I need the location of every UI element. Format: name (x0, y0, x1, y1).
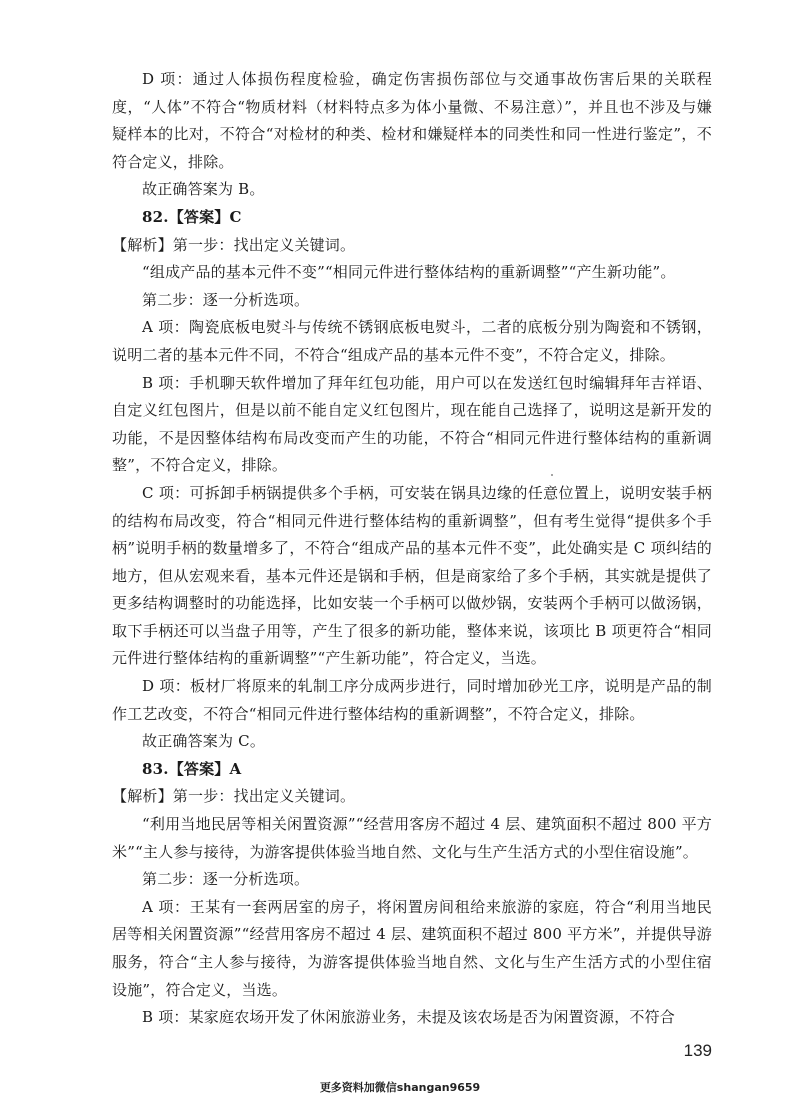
footer-note: 更多资料加微信shangan9659 (319, 1081, 481, 1094)
page-number: 139 (683, 1041, 712, 1060)
question-83-keywords: “利用当地民居等相关闲置资源”“经营用客房不超过 4 层、建筑面积不超过 800 平方米”“主人参与接待，为游客提供体验当地自然、文化与生产生活方式的小型住宿设施”。 (112, 815, 712, 861)
question-83-option-b: B 项：某家庭农场开发了休闲旅游业务，未提及该农场是否为闲置资源，不符合 (142, 1008, 675, 1027)
question-82-analysis-step1: 【解析】第一步：找出定义关键词。 (112, 235, 356, 254)
paragraph-d-option-81: D 项：通过人体损伤程度检验，确定伤害损伤部位与交通事故伤害后果的关联程度，“人体”不符合“物质材料（材料特点多为体小量微、不易注意）”，并且也不涉及与嫌疑样本的比对，不符合“对检材的种类、检材和嫌疑样本的同类性和同一性进行鉴定”，不符合定义，排除。 (112, 70, 712, 171)
question-83-analysis-step1: 【解析】第一步：找出定义关键词。 (112, 787, 356, 806)
question-83-option-a: A 项：王某有一套两居室的房子，将闲置房间租给来旅游的家庭，符合“利用当地民居等相关闲置资源”“经营用客房不超过 4 层、建筑面积不超过 800 平方米”，并提供导游服务，符合“主人参与接待，为游客提供体验当地自然、文化与生产生活方式的小型住宿设施”，符合定义，当选。 (112, 897, 712, 999)
question-82-analysis-step2: 第二步：逐一分析选项。 (142, 290, 310, 309)
question-82-option-b: B 项：手机聊天软件增加了拜年红包功能，用户可以在发送红包时编辑拜年吉祥语、自定义红包图片，但是以前不能自定义红包图片，现在能自己选择了，说明这是新开发的功能，不是因整体结构布局改变而产生的功能，不符合“相同元件进行整体结构的重新调整”，不符合定义，排除。 (112, 373, 712, 475)
paragraph-answer-conclusion-81: 故正确答案为 B。 (142, 180, 265, 199)
question-82-answer-heading: 82.【答案】C (142, 207, 242, 226)
answer-explanation-body (112, 66, 712, 1032)
question-83-analysis-step2: 第二步：逐一分析选项。 (142, 870, 310, 889)
question-82-answer-conclusion: 故正确答案为 C。 (142, 732, 266, 751)
question-82-option-c: C 项：可拆卸手柄锅提供多个手柄，可安装在锅具边缘的任意位置上，说明安装手柄的结构布局改变，符合“相同元件进行整体结构的重新调整”，但有考生觉得“提供多个手柄”说明手柄的数量增多了，不符合“组成产品的基本元件不变”，此处确实是 C 项纠结的地方，但从宏观来看，基本元件还是锅和手柄，但是商家给了多个手柄，其实就是提供了更多结构调整时的功能选择，比如安装一个手柄可以做炒锅，安装两个手柄可以做汤锅，取下手柄还可以当盘子用等，产生了很多的新功能，整体来说，该项比 B 项更符合“相同元件进行整体结构的重新调整”“产生新功能”，符合定义，当选。 (112, 483, 712, 668)
question-82-keywords: “组成产品的基本元件不变”“相同元件进行整体结构的重新调整”“产生新功能”。 (142, 263, 676, 282)
scan-speck (551, 474, 553, 476)
question-82-option-d: D 项：板材厂将原来的轧制工序分成两步进行，同时增加砂光工序，说明是产品的制作工艺改变，不符合“相同元件进行整体结构的重新调整”，不符合定义，排除。 (112, 677, 712, 723)
question-82-option-a: A 项：陶瓷底板电熨斗与传统不锈钢底板电熨斗，二者的底板分别为陶瓷和不锈钢，说明二者的基本元件不同，不符合“组成产品的基本元件不变”，不符合定义，排除。 (112, 318, 712, 364)
question-83-answer-heading: 83.【答案】A (142, 759, 242, 778)
